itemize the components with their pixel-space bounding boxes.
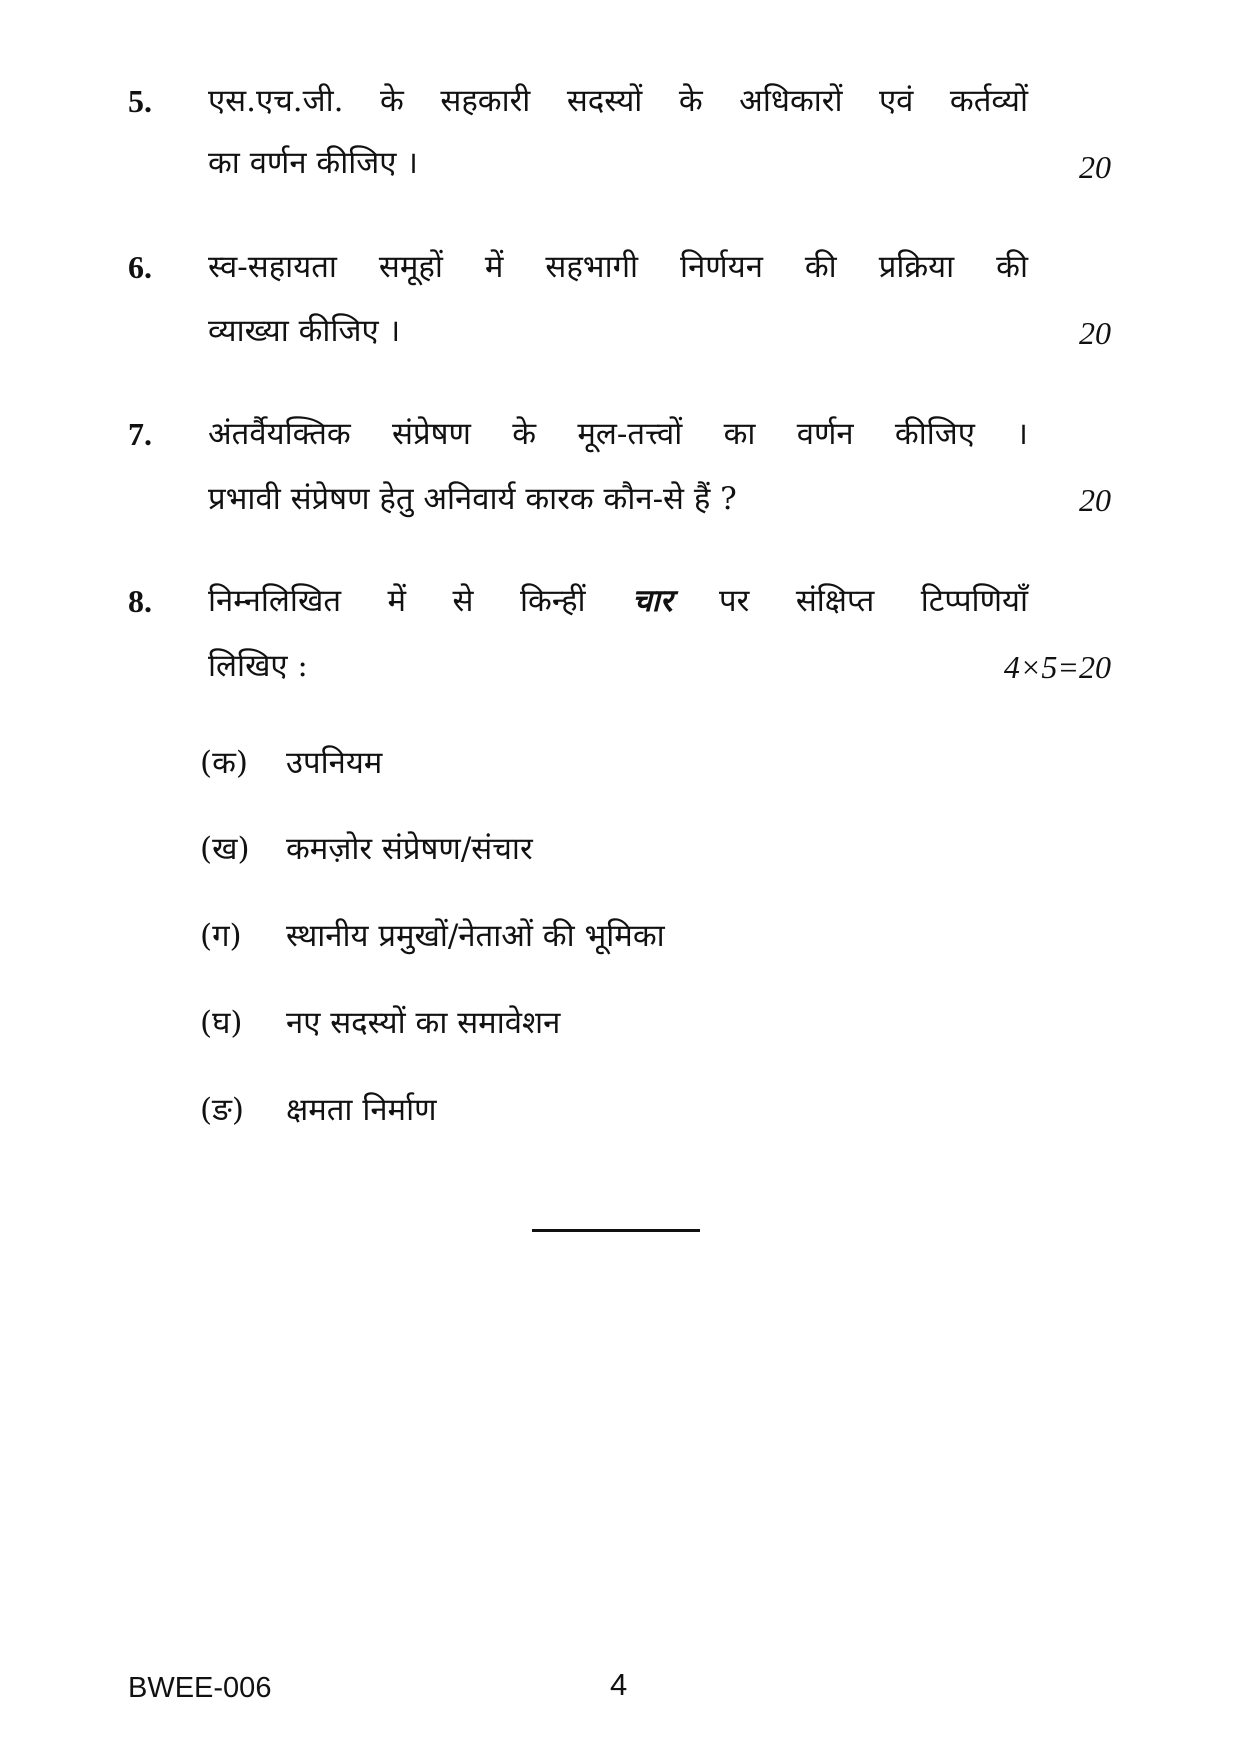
sub-item-label: (घ): [200, 1005, 243, 1041]
sub-item-text: स्थानीय प्रमुखों/नेताओं की भूमिका: [286, 918, 665, 954]
question-text-line-2: व्याख्या कीजिए ।: [208, 313, 401, 349]
question-number: 6.: [128, 249, 152, 285]
question-text-line-1: एस.एच.जी. के सहकारी सदस्यों के अधिकारों एवं कर्तव्यों: [208, 83, 1028, 119]
sub-item-text: नए सदस्यों का समावेशन: [286, 1005, 561, 1041]
question-text-line-2: लिखिए :: [208, 648, 308, 684]
question-marks: 4×5=20: [1003, 649, 1111, 685]
question-marks: 20: [1079, 315, 1111, 351]
question-text-before: निम्नलिखित में से किन्हीं: [208, 583, 586, 619]
paper-code: BWEE-006: [128, 1672, 272, 1704]
sub-item-ka: [200, 740, 382, 786]
emphasis-count: चार: [632, 583, 673, 619]
question-number: 5.: [128, 83, 152, 119]
question-text-line-2: प्रभावी संप्रेषण हेतु अनिवार्य कारक कौन-से हैं ?: [208, 481, 737, 517]
question-number: 8.: [128, 583, 152, 619]
sub-item-nga: [200, 1087, 437, 1133]
sub-item-label: (क): [200, 745, 248, 781]
question-marks: 20: [1079, 482, 1111, 518]
sub-item-ga: [200, 913, 665, 959]
page-number: 4: [610, 1667, 628, 1702]
sub-item-label: (ग): [200, 918, 242, 954]
question-text-line-1: अंतर्वैयक्तिक संप्रेषण के मूल-तत्त्वों का वर्णन कीजिए ।: [208, 416, 1028, 452]
question-marks: 20: [1079, 149, 1111, 185]
sub-item-label: (ख): [200, 831, 250, 867]
sub-item-label: (ङ): [200, 1092, 244, 1128]
question-text-after: पर संक्षिप्त टिप्पणियाँ: [719, 583, 1029, 619]
sub-item-text: उपनियम: [286, 745, 383, 781]
end-of-paper-rule: [532, 1229, 700, 1232]
sub-item-text: क्षमता निर्माण: [286, 1092, 437, 1128]
question-text-line-1: स्व-सहायता समूहों में सहभागी निर्णयन की प्रक्रिया की: [208, 249, 1028, 285]
question-number: 7.: [128, 416, 152, 452]
sub-item-gha: [200, 1000, 560, 1046]
sub-item-kha: [200, 826, 533, 872]
question-text-line-1: [208, 578, 1028, 624]
question-text-line-2: का वर्णन कीजिए ।: [208, 145, 419, 181]
sub-item-text: कमज़ोर संप्रेषण/संचार: [286, 831, 533, 867]
